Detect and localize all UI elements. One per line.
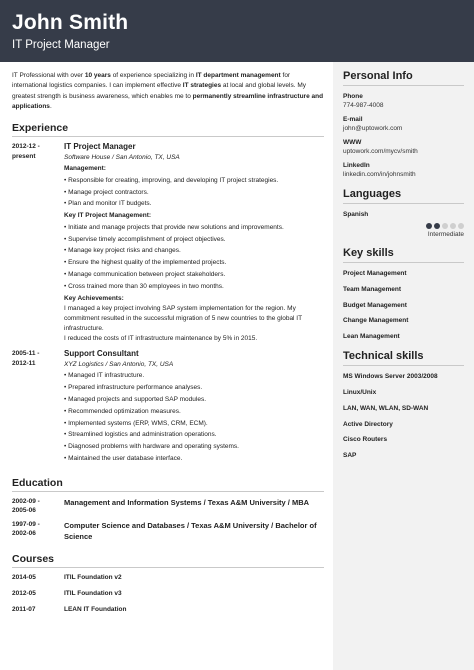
job-bullet: • Recommended optimization measures. — [64, 407, 181, 415]
education-heading: Education — [12, 477, 324, 492]
language-level-dot — [434, 223, 440, 229]
job-bullet: • Implemented systems (ERP, WMS, CRM, ECM). — [64, 419, 208, 427]
job-bullet: • Ensure the highest quality of the implemented projects. — [64, 259, 227, 267]
linkedin-label: LinkedIn — [343, 162, 370, 169]
www-label: WWW — [343, 139, 362, 146]
email-link[interactable]: john@uptowork.com — [343, 125, 403, 132]
website-link[interactable]: uptowork.com/mycv/smith — [343, 148, 418, 155]
job-bullet: • Streamlined logistics and administration operations. — [64, 431, 217, 439]
job-bullet: • Responsible for creating, improving, and developing IT project strategies. — [64, 176, 279, 184]
education-entry — [12, 520, 324, 543]
education-entry — [12, 497, 324, 516]
education-date: 2002-09 - 2005-06 — [12, 497, 40, 515]
key-skills-heading: Key skills — [343, 247, 464, 263]
education-date: 1997-09 - 2002-06 — [12, 520, 40, 538]
job-bullet: • Diagnosed problems with hardware and operating systems. — [64, 443, 239, 451]
main-column — [12, 71, 324, 614]
technical-skill: Cisco Routers — [343, 436, 388, 444]
course-date: 2014-05 — [12, 573, 36, 581]
key-skill: Lean Management — [343, 333, 400, 341]
resume-header — [0, 0, 474, 62]
personal-info-heading: Personal Info — [343, 70, 464, 86]
technical-skill: Active Directory — [343, 420, 393, 428]
language-level-dot — [450, 223, 456, 229]
linkedin-link[interactable]: linkedin.com/in/johnsmith — [343, 171, 416, 178]
language-name: Spanish — [343, 211, 369, 218]
job-entry — [12, 142, 324, 343]
job-bullet: • Prepared infrastructure performance analyses. — [64, 384, 203, 392]
job-bullet: • Cross trained more than 30 employees in two months. — [64, 282, 224, 290]
experience-heading: Experience — [12, 122, 324, 137]
language-level-dots — [343, 223, 464, 229]
job-bullet: • Manage communication between project stakeholders. — [64, 270, 226, 278]
key-skills-section — [343, 247, 464, 341]
course-entry — [12, 589, 324, 599]
job-date: 2012-12 - present — [12, 143, 40, 160]
technical-skill: LAN, WAN, WLAN, SD-WAN — [343, 404, 429, 412]
languages-section — [343, 188, 464, 238]
language-level: Intermediate — [427, 231, 464, 238]
job-bullet: • Maintained the user database interface. — [64, 454, 183, 462]
email-label: E-mail — [343, 116, 363, 123]
key-skill: Budget Management — [343, 301, 407, 309]
education-title: Computer Science and Databases / Texas A&M University / Bachelor of Science — [64, 520, 317, 542]
job-bullet: • Managed IT infrastructure. — [64, 372, 145, 380]
phone-value: 774-987-4008 — [343, 102, 384, 109]
job-bullet: • Plan and monitor IT budgets. — [64, 200, 152, 208]
courses-heading: Courses — [12, 553, 324, 568]
sidebar — [333, 62, 474, 670]
candidate-name: John Smith — [12, 11, 129, 34]
key-skill: Team Management — [343, 285, 402, 293]
phone-label: Phone — [343, 93, 363, 100]
course-entry — [12, 605, 324, 615]
language-level-dot — [458, 223, 464, 229]
technical-skill: Linux/Unix — [343, 388, 377, 396]
job-company: Software House / San Antonio, TX, USA — [64, 154, 180, 162]
course-entry — [12, 573, 324, 583]
language-level-dot — [426, 223, 432, 229]
job-bullet: • Initiate and manage projects that provide new solutions and improvements. — [64, 223, 284, 231]
personal-info-section — [343, 70, 464, 179]
achievement-text: I managed a key project involving SAP system implementation for the region. My commitment resulted in the successful migration of 5 new countries to the global IT infrastructure. — [64, 305, 302, 332]
job-subheading: Key Achievements: — [64, 294, 124, 302]
course-title: LEAN IT Foundation — [64, 605, 127, 613]
job-date: 2005-11 - 2012-11 — [12, 350, 40, 367]
job-title: IT Project Manager — [64, 142, 136, 152]
job-subheading: Key IT Project Management: — [64, 212, 152, 220]
job-entry — [12, 349, 324, 464]
job-bullet: • Manage key project risks and changes. — [64, 247, 181, 255]
job-bullet: • Supervise timely accomplishment of project objectives. — [64, 235, 226, 243]
job-subheading: Management: — [64, 165, 106, 173]
technical-skill: MS Windows Server 2003/2008 — [343, 373, 438, 381]
education-title: Management and Information Systems / Texas A&M University / MBA — [64, 497, 310, 507]
technical-skills-heading: Technical skills — [343, 350, 464, 366]
profile-summary: IT Professional with over 10 years of experience specializing in IT department management for international logistics companies. I can implement effective IT strategies at local and global levels. My greatest strength is business awareness, which enables me to permanently streamline infrastructure and applications. — [12, 72, 324, 110]
language-level-dot — [442, 223, 448, 229]
technical-skills-section — [343, 350, 464, 460]
technical-skill: SAP — [343, 452, 357, 460]
course-date: 2012-05 — [12, 589, 36, 597]
course-title: ITIL Foundation v2 — [64, 573, 122, 581]
key-skill: Project Management — [343, 270, 407, 277]
job-bullet: • Managed projects and supported SAP modules. — [64, 395, 206, 403]
job-bullet: • Manage project contractors. — [64, 188, 149, 196]
course-date: 2011-07 — [12, 605, 36, 613]
candidate-role: IT Project Manager — [12, 39, 110, 51]
job-title: Support Consultant — [64, 349, 139, 359]
course-title: ITIL Foundation v3 — [64, 589, 122, 597]
languages-heading: Languages — [343, 188, 464, 204]
achievement-text: I reduced the costs of IT infrastructure maintenance by 5% in 2015. — [64, 334, 258, 342]
key-skill: Change Management — [343, 317, 409, 325]
job-company: XYZ Logistics / San Antonio, TX, USA — [64, 361, 174, 369]
